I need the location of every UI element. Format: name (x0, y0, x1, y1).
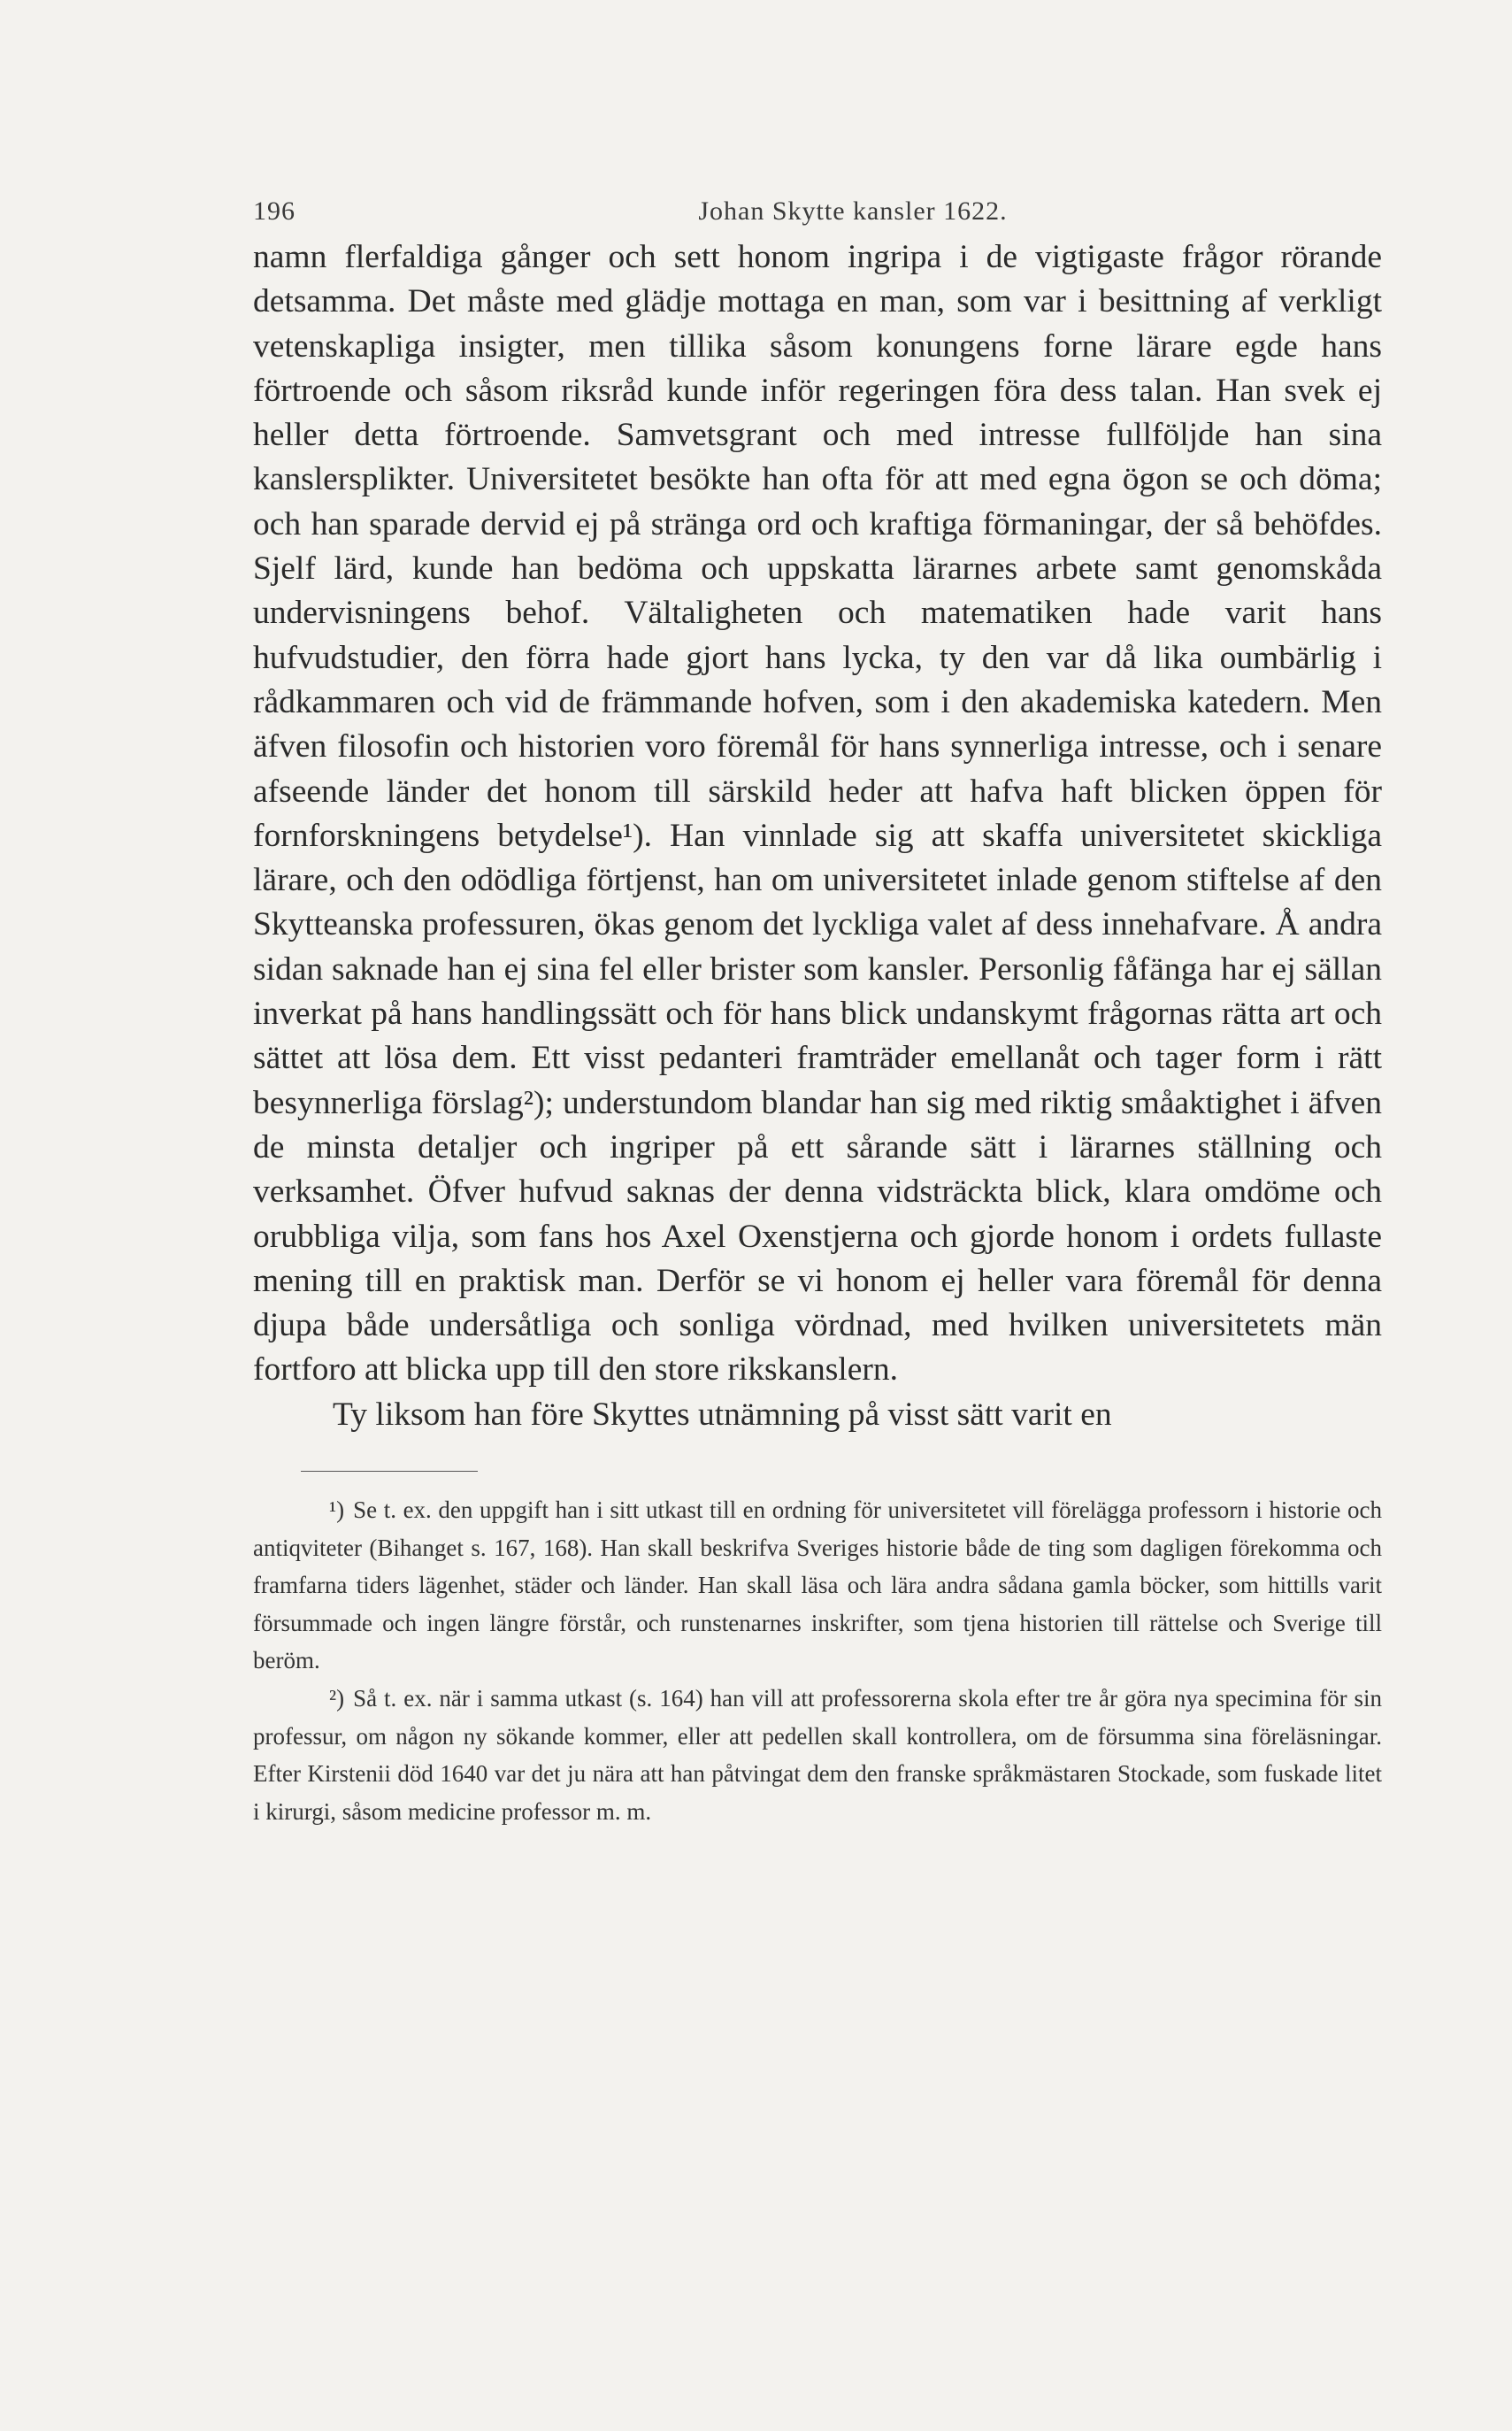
paragraph: namn flerfaldiga gånger och sett honom ingripa i de vigtigaste frågor rörande detsamma. Det måste med glädje mottaga en man, som var i besittning af verkligt vetenskapliga insigter, men tillika såsom konungens forne lärare egde hans förtroende och såsom riksråd kunde inför regeringen föra dess talan. Han svek ej heller detta förtroende. Samvetsgrant och med intresse fullföljde han sina kanslersplikter. Universitetet besökte han ofta för att med egna ögon se och döma; och han sparade dervid ej på stränga ord och kraftiga förmaningar, der så behöfdes. Sjelf lärd, kunde han bedöma och uppskatta lärarnes arbete samt genomskåda undervisningens behof. Vältaligheten och matematiken hade varit hans hufvudstudier, den förra hade gjort hans lycka, ty den var då lika oumbärlig i rådkammaren och vid de främmande hofven, som i den akademiska katedern. Men äfven filosofin och historien voro föremål för hans synnerliga intresse, och i senare afseende länder det honom till särskild heder att hafva haft blicken öppen för fornforskningens betydelse¹). Han vinnlade sig att skaffa universitetet skickliga lärare, och den odödliga förtjenst, han om universitetet inlade genom stiftelse af den Skytteanska professuren, ökas genom det lyckliga valet af dess innehafvare. Å andra sidan saknade han ej sina fel eller brister som kansler. Personlig fåfänga har ej sällan inverkat på hans handlingssätt och för hans blick undanskymt frågornas rätta art och sättet att lösa dem. Ett visst pedanteri framträder emellanåt och tager form i rätt besynnerliga förslag²); understundom blandar han sig med riktig småaktighet i äfven de minsta detaljer och ingriper på ett sårande sätt i lärarnes ställning och verksamhet. Öfver hufvud saknas der denna vidsträckta blick, klara omdöme och orubbliga vilja, som fans hos Axel Oxenstjerna och gjorde honom i ordets fullaste mening till en praktisk man. Derför se vi honom ej heller vara föremål för denna djupa både undersåtliga och sonliga vördnad, med hvilken universitetets män fortforo att blicka upp till den store rikskanslern. (253, 239, 1382, 1389)
paragraph: Ty liksom han före Skyttes utnämning på visst sätt varit en (333, 1396, 1112, 1433)
footnote-2 (253, 1680, 1382, 1830)
running-head (253, 196, 1382, 235)
running-title: Johan Skytte kansler 1622. (698, 196, 1008, 226)
footnotes (253, 1491, 1382, 1830)
footnote-marker: ¹) (329, 1496, 345, 1524)
book-page (253, 196, 1382, 1830)
footnote-marker: ²) (329, 1684, 345, 1712)
footnote-text: Så t. ex. när i samma utkast (s. 164) han vill att professorerna skola efter tre år göra nya specimina för sin professur, om någon ny sökande kommer, eller att pedellen skall kontrollera, om de försumma sina föreläsningar. Efter Kirstenii död 1640 var det ju nära att han påtvingat dem den franske språkmästaren Stockade, som fuskade litet i kirurgi, såsom medicine professor m. m. (253, 1684, 1382, 1825)
footnote-text: Se t. ex. den uppgift han i sitt utkast till en ordning för universitetet vill förelägga professorn i historie och antiqviteter (Bihanget s. 167, 168). Han skall beskrifva Sveriges historie både de ting som dagligen förekomma och framfarna tiders lägenhet, städer och länder. Han skall läsa och lära andra sådana gamla böcker, som hittills varit försummade och ingen längre förstår, och runstenarnes inskrifter, som tjena historien till rättelse och Sverige till beröm. (253, 1496, 1382, 1674)
body-text (253, 235, 1382, 1437)
page-number: 196 (253, 196, 295, 226)
footnote-1 (253, 1491, 1382, 1680)
footnote-separator (301, 1471, 478, 1472)
